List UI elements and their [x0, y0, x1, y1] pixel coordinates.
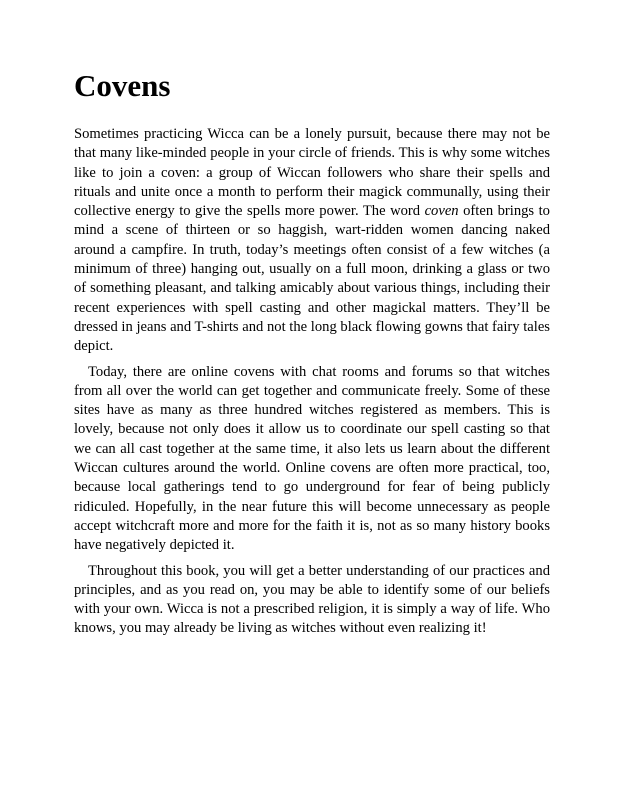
paragraph-1-emphasis: coven [424, 203, 459, 220]
paragraph-1 [74, 125, 550, 357]
body-text [74, 125, 550, 639]
paragraph-2: Today, there are online covens with chat rooms and forums so that witches from all over the world can get together and communicate freely. Some of these sites have as many as three hundred witches registered as members. This is lovely, because not only does it allow us to coordinate our spell casting so that we can all cast together at the same time, it also lets us learn about the different Wiccan cultures around the world. Online covens are often more practical, too, because local gatherings tend to go underground for fear of being publicly ridiculed. Hopefully, in the near future this will become unnecessary as people accept witchcraft more and more for the faith it is, not as so many history books have negatively depicted it. [74, 363, 550, 554]
paragraph-1-text-end: often brings to mind a scene of thirteen or so haggish, wart-ridden women dancing naked around a campfire. In truth, today’s meetings often consist of a few witches (a minimum of three) hanging out, usually on a full moon, drinking a glass or two of something pleasant, and talking amicably about various things, including their recent experiences with spell casting and other magickal matters. They’ll be dressed in jeans and T-shirts and not the long black flowing gowns that fairy tales depict. [74, 203, 550, 355]
paragraph-3: Throughout this book, you will get a better understanding of our practices and principles, and as you read on, you may be able to identify some of our beliefs with your own. Wicca is not a prescribed religion, it is simply a way of life. Who knows, you may already be living as witches without even realizing it! [74, 562, 550, 637]
section-title: Covens [74, 68, 171, 103]
paragraph-1-text-start: Sometimes practicing Wicca can be a lonely pursuit, because there may not be that many like-minded people in your circle of friends. This is why some witches like to join a coven: a group of Wiccan followers who share their spells and rituals and unite once a month to perform their magick communally, using their collective energy to give the spells more power. The word [74, 126, 550, 220]
